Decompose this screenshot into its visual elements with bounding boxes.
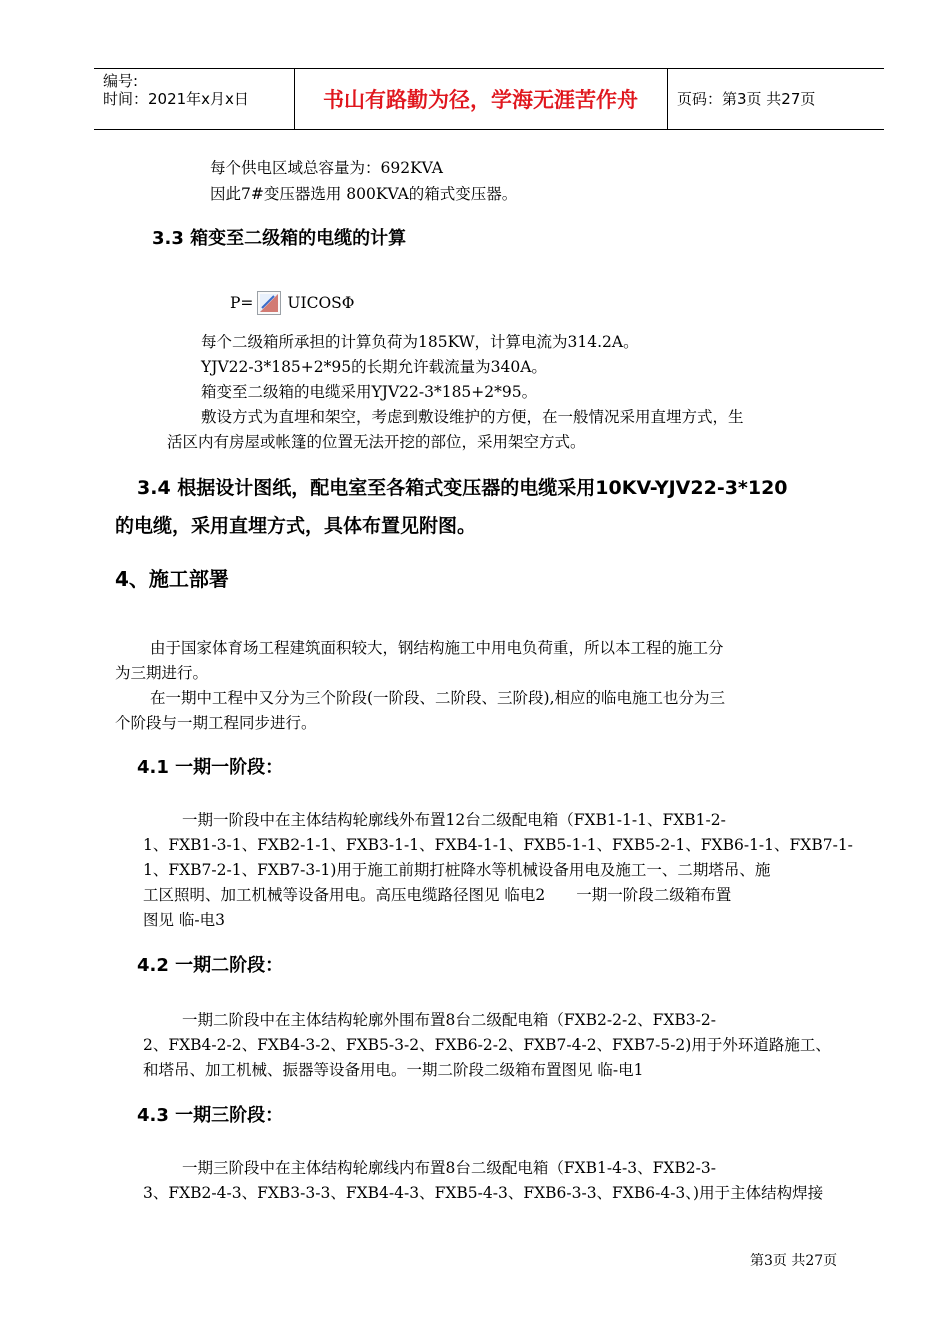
body-line: 个阶段与一期工程同步进行。 [115, 714, 317, 732]
body-line: 敷设方式为直埋和架空，考虑到敷设维护的方便，在一般情况采用直埋方式，生 [201, 408, 744, 426]
body-line: 因此7#变压器选用 800KVA的箱式变压器。 [210, 185, 518, 203]
header-page-info: 页码：第3页 共27页 [677, 90, 816, 108]
body-line: 一期三阶段中在主体结构轮廓线内布置8台二级配电箱（FXB1-4-3、FXB2-3- [182, 1159, 716, 1177]
page-footer: 第3页 共27页 [750, 1253, 838, 1269]
page-header [94, 68, 884, 130]
formula-rest: UICOSΦ [287, 294, 355, 312]
body-line: 箱变至二级箱的电缆采用YJV22-3*185+2*95。 [201, 383, 538, 401]
heading-4: 4、施工部署 [115, 567, 229, 591]
body-line: 每个供电区域总容量为：692KVA [210, 159, 444, 177]
body-line: 为三期进行。 [115, 664, 209, 682]
heading-4-2: 4.2 一期二阶段： [137, 955, 284, 976]
body-line: 1、FXB1-3-1、FXB2-1-1、FXB3-1-1、FXB4-1-1、FXB5-1-1、FXB5-2-1、FXB6-1-1、FXB7-1- [143, 836, 853, 854]
body-line: 3、FXB2-4-3、FXB3-3-3、FXB4-4-3、FXB5-4-3、FXB6-3-3、FXB6-4-3、)用于主体结构焊接 [143, 1184, 824, 1202]
time-label: 时间：2021年x月x日 [103, 90, 249, 108]
body-line: 图见 临-电3 [143, 911, 226, 929]
header-motto: 书山有路勤为径，学海无涯苦作舟 [323, 88, 638, 112]
embedded-image-icon [257, 291, 281, 315]
formula [230, 288, 355, 318]
heading-3-3: 3.3 箱变至二级箱的电缆的计算 [152, 228, 407, 249]
body-line: 一期一阶段中在主体结构轮廓线外布置12台二级配电箱（FXB1-1-1、FXB1-2- [182, 811, 726, 829]
heading-3-4-cont: 的电缆，采用直埋方式，具体布置见附图。 [115, 515, 477, 537]
header-divider [667, 69, 668, 129]
body-line: 活区内有房屋或帐篷的位置无法开挖的部位，采用架空方式。 [167, 433, 586, 451]
body-line: 每个二级箱所承担的计算负荷为185KW，计算电流为314.2A。 [201, 333, 639, 351]
heading-4-3: 4.3 一期三阶段： [137, 1105, 284, 1126]
body-line: 2、FXB4-2-2、FXB4-3-2、FXB5-3-2、FXB6-2-2、FXB7-4-2、FXB7-5-2)用于外环道路施工、 [143, 1036, 831, 1054]
body-line: 在一期中工程中又分为三个阶段(一阶段、二阶段、三阶段),相应的临电施工也分为三 [150, 689, 726, 707]
body-line: 由于国家体育场工程建筑面积较大，钢结构施工中用电负荷重，所以本工程的施工分 [150, 639, 724, 657]
body-line: YJV22-3*185+2*95的长期允许载流量为340A。 [201, 358, 547, 376]
body-line: 一期二阶段中在主体结构轮廓外围布置8台二级配电箱（FXB2-2-2、FXB3-2- [182, 1011, 716, 1029]
number-label: 编号: [103, 72, 139, 90]
header-meta [103, 72, 249, 108]
body-line: 工区照明、加工机械等设备用电。高压电缆路径图见 临电2 一期一阶段二级箱布置 [143, 886, 732, 904]
formula-p: P= [230, 294, 254, 312]
heading-3-4: 3.4 根据设计图纸，配电室至各箱式变压器的电缆采用10KV-YJV22-3*120 [137, 477, 788, 499]
body-line: 和塔吊、加工机械、振器等设备用电。一期二阶段二级箱布置图见 临-电1 [143, 1061, 644, 1079]
heading-4-1: 4.1 一期一阶段： [137, 757, 284, 778]
body-line: 1、FXB7-2-1、FXB7-3-1)用于施工前期打桩降水等机械设备用电及施工一、二期塔吊、施 [143, 861, 771, 879]
